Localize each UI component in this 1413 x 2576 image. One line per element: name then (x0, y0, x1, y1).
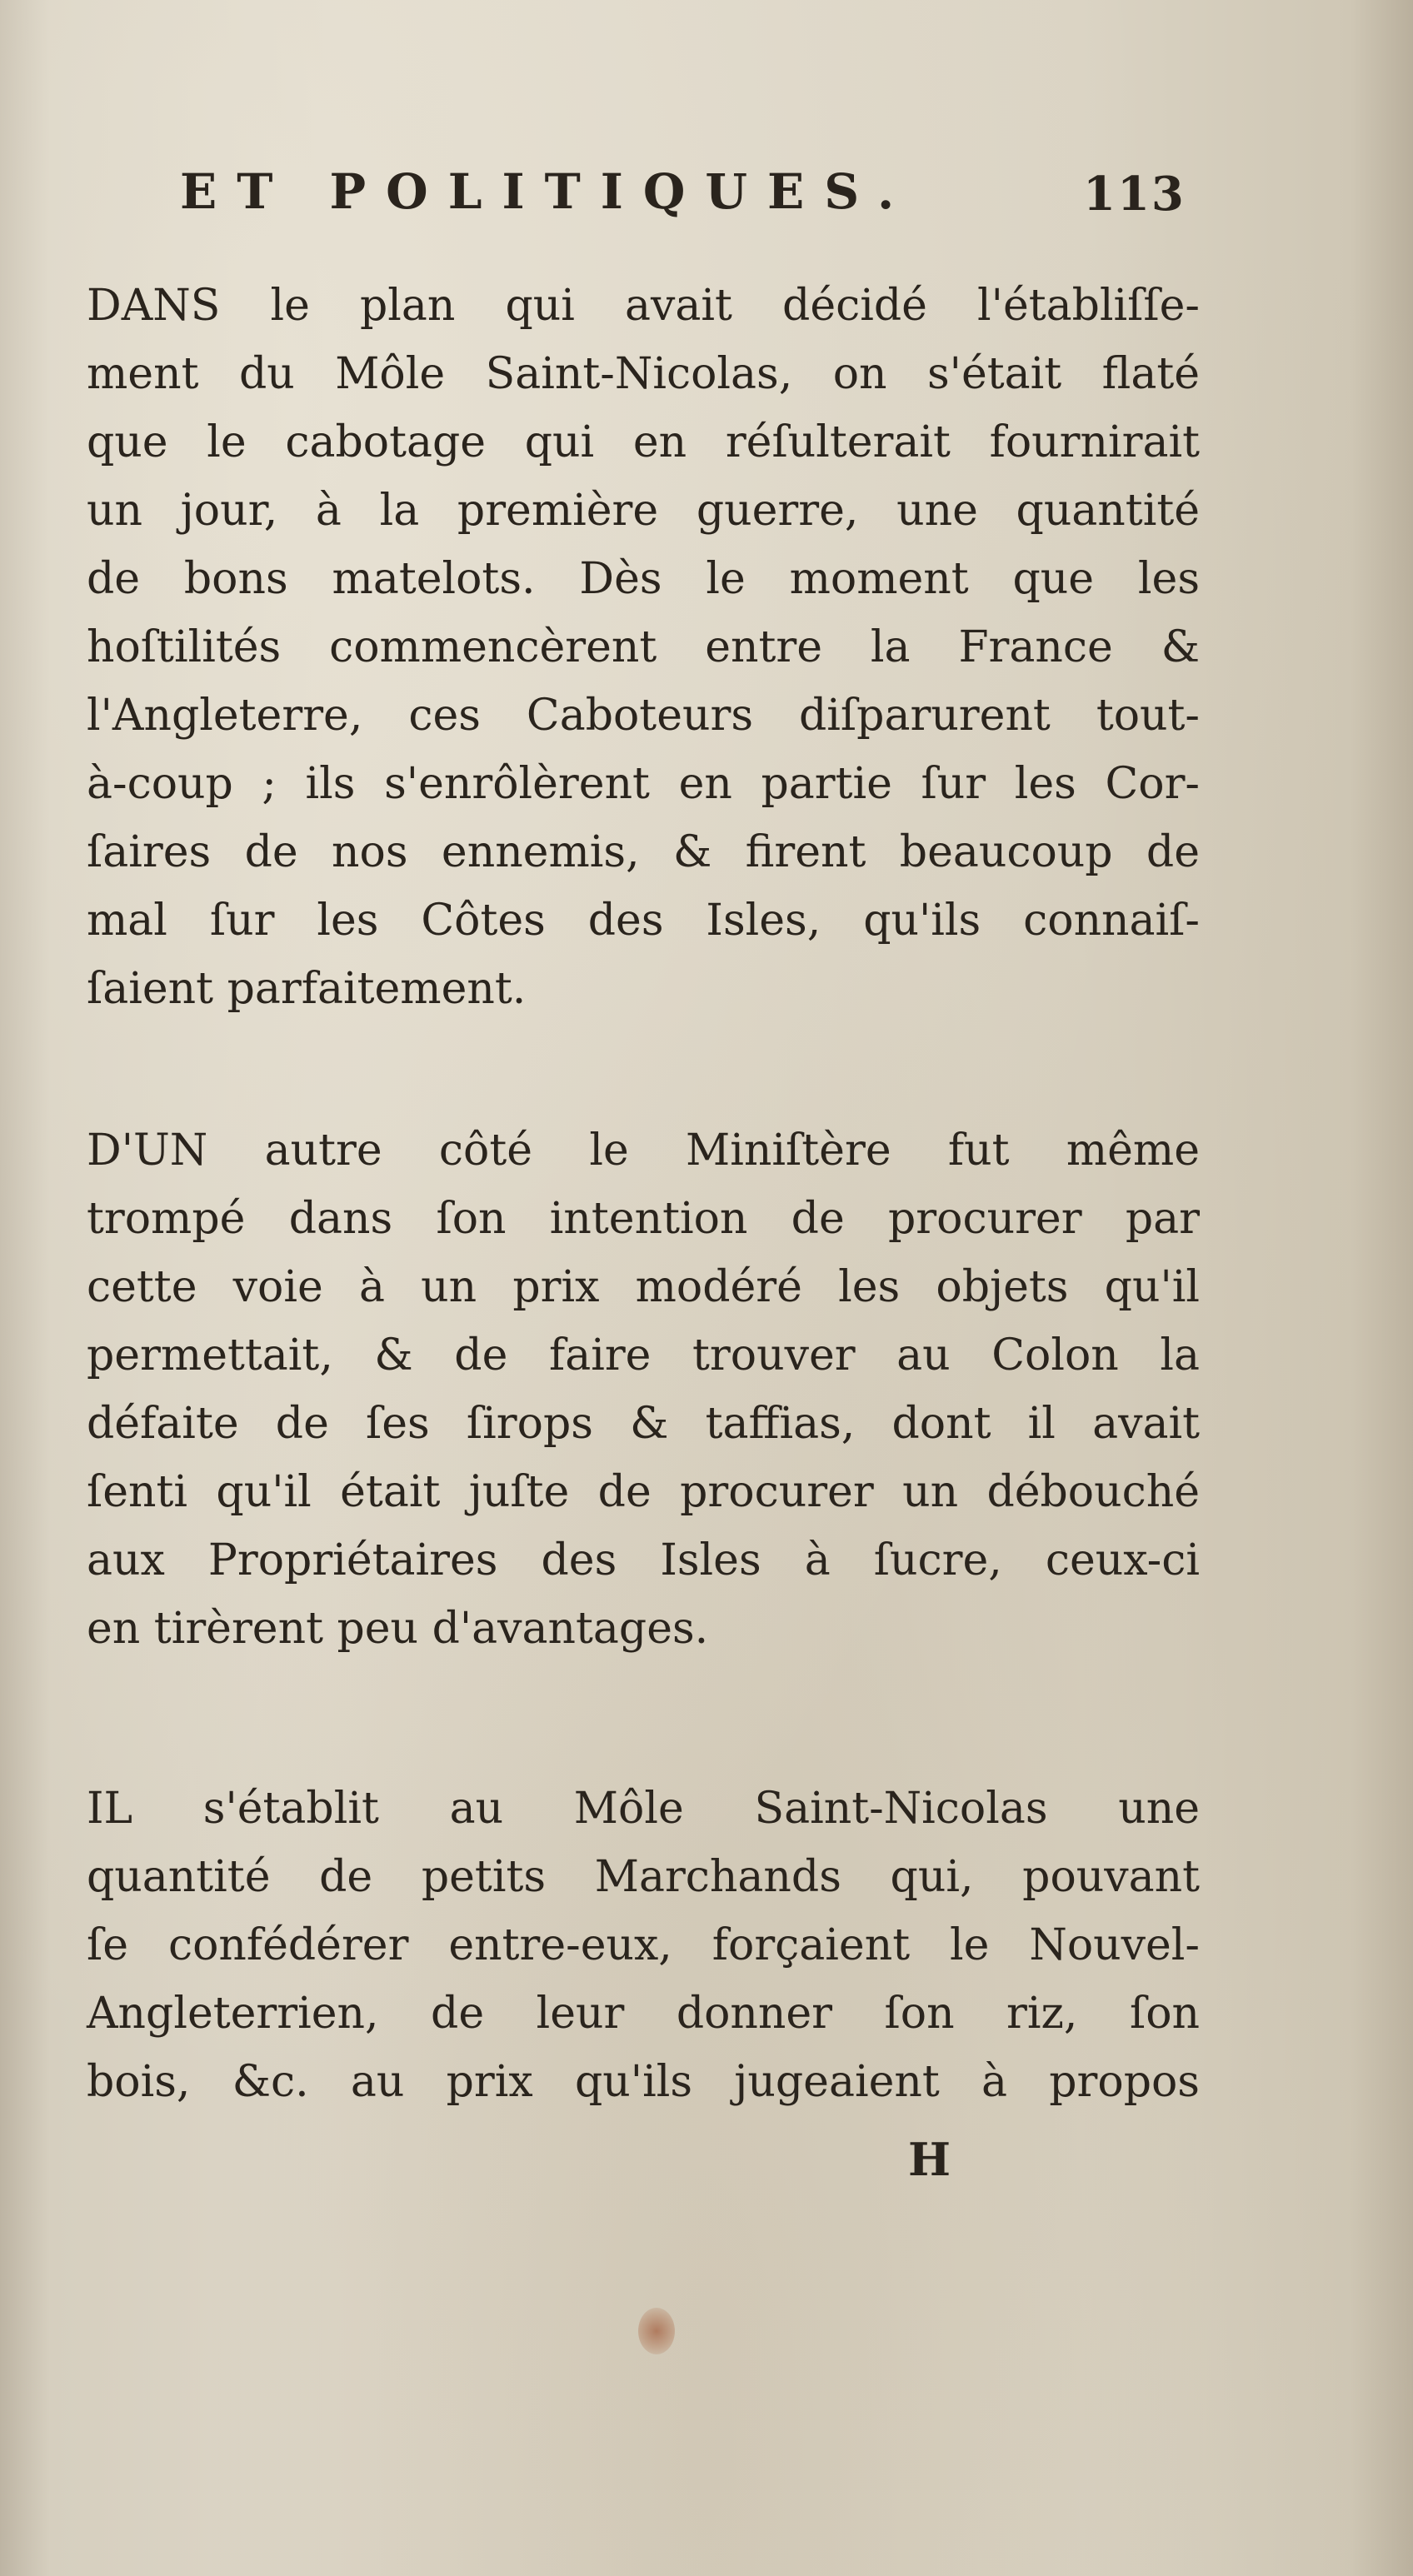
text-line: ment du Môle Saint-Nicolas, on s'était flaté (87, 349, 1200, 399)
text-line: que le cabotage qui en réſulterait fournirait (87, 417, 1200, 467)
text-line: ſaires de nos ennemis, & firent beaucoup de (87, 827, 1200, 877)
text-line: trompé dans ſon intention de procurer par (87, 1194, 1200, 1244)
text-line: défaite de ſes ſirops & taffias, dont il avait (87, 1399, 1200, 1449)
paragraph-3 (87, 1775, 1200, 2116)
text-line: de bons matelots. Dès le moment que les (87, 554, 1200, 604)
page-header (0, 158, 1413, 233)
text-line: un jour, à la première guerre, une quantité (87, 486, 1200, 536)
text-line: l'Angleterre, ces Caboteurs diſparurent tout- (87, 691, 1200, 741)
text-line: en tirèrent peu d'avantages. (87, 1604, 709, 1654)
running-head: ET POLITIQUES. (180, 163, 915, 220)
text-line: ſenti qu'il était juſte de procurer un débouché (87, 1467, 1200, 1517)
paragraph-2 (87, 1116, 1200, 1663)
text-line: DANS le plan qui avait décidé l'établiſſe- (87, 281, 1200, 331)
text-line: cette voie à un prix modéré les objets qu'il (87, 1262, 1200, 1312)
text-line: mal ſur les Côtes des Isles, qu'ils connaiſ- (87, 896, 1200, 946)
text-line: permettait, & de faire trouver au Colon la (87, 1330, 1200, 1380)
text-line: aux Propriétaires des Isles à ſucre, ceux-ci (87, 1535, 1200, 1585)
text-line: bois, &c. au prix qu'ils jugeaient à propos (87, 2057, 1200, 2107)
paragraph-1 (87, 272, 1200, 1023)
page-number: 113 (1083, 167, 1186, 222)
text-line: IL s'établit au Môle Saint-Nicolas une (87, 1784, 1200, 1834)
foxing-stain (638, 2308, 675, 2354)
signature-mark: H (908, 2133, 951, 2186)
text-line: D'UN autre côté le Miniſtère fut même (87, 1126, 1200, 1176)
text-line: quantité de petits Marchands qui, pouvant (87, 1852, 1200, 1902)
text-line: ſe confédérer entre-eux, forçaient le Nouvel- (87, 1920, 1200, 1970)
text-line: à-coup ; ils s'enrôlèrent en partie ſur les Cor- (87, 759, 1200, 809)
text-line: ſaient parfaitement. (87, 964, 527, 1014)
text-line: Angleterrien, de leur donner ſon riz, ſon (87, 1989, 1200, 2039)
text-line: hoſtilités commencèrent entre la France & (87, 622, 1200, 672)
